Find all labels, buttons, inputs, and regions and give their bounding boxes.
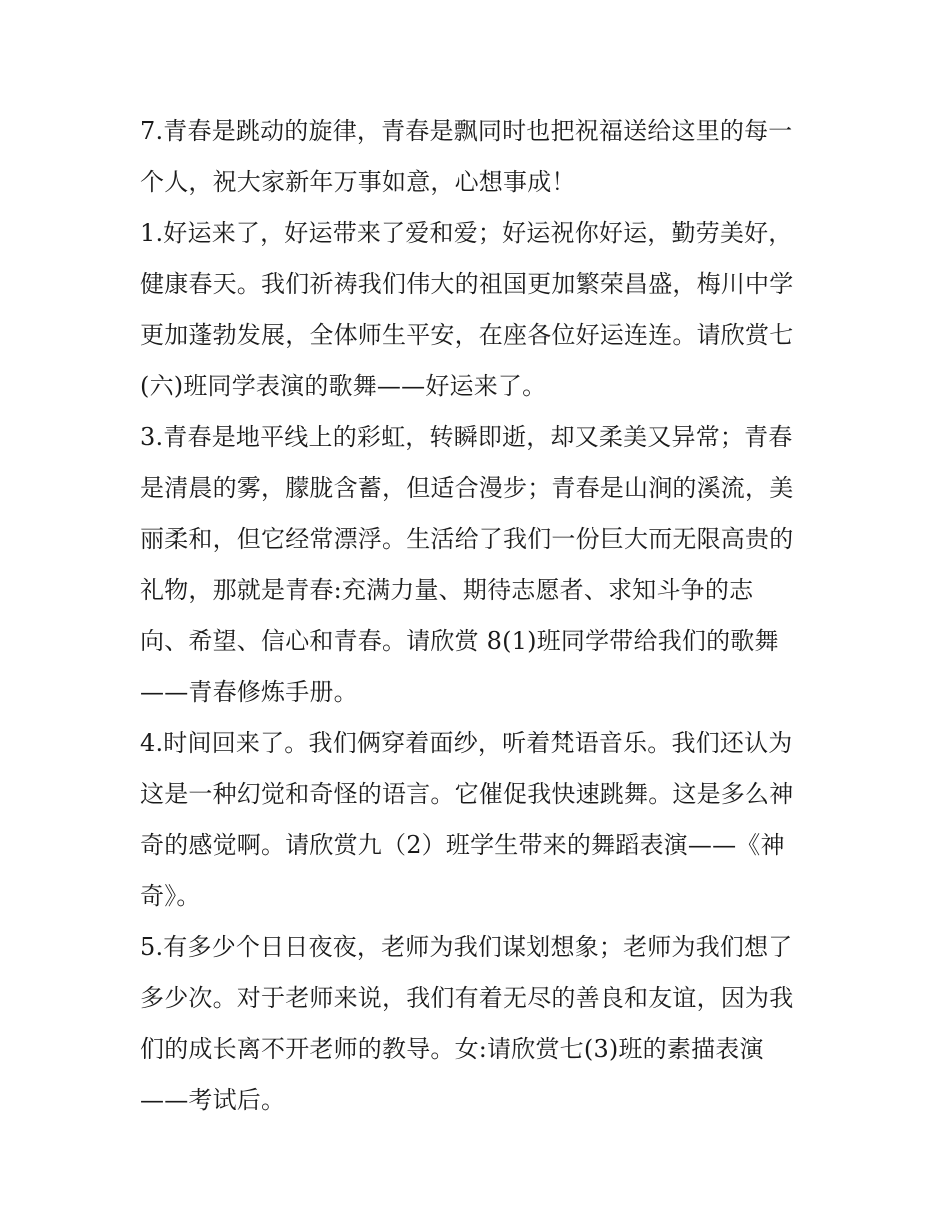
text-line: 这是一种幻觉和奇怪的语言。它催促我快速跳舞。这是多么神 bbox=[140, 780, 794, 808]
text-line: 更加蓬勃发展，全体师生平安，在座各位好运连连。请欣赏七 bbox=[140, 321, 794, 349]
text-line: 个人，祝大家新年万事如意，心想事成！ bbox=[140, 168, 576, 196]
text-line: 们的成长离不开老师的教导。女:请欣赏七(3)班的素描表演 bbox=[140, 1035, 764, 1063]
document-body bbox=[140, 106, 820, 1126]
text-line: 健康春天。我们祈祷我们伟大的祖国更加繁荣昌盛，梅川中学 bbox=[140, 270, 794, 298]
text-line: 礼物，那就是青春:充满力量、期待志愿者、求知斗争的志 bbox=[140, 576, 754, 604]
text-line: 1.好运来了，好运带来了爱和爱；好运祝你好运，勤劳美好， bbox=[140, 219, 793, 247]
text-line: 3.青春是地平线上的彩虹，转瞬即逝，却又柔美又异常；青春 bbox=[140, 423, 793, 451]
text-line: 奇》。 bbox=[140, 882, 201, 910]
text-line: 向、希望、信心和青春。请欣赏 8(1)班同学带给我们的歌舞 bbox=[140, 627, 779, 655]
text-line: (六)班同学表演的歌舞——好运来了。 bbox=[140, 372, 547, 400]
text-line: 7.青春是跳动的旋律，青春是飘同时也把祝福送给这里的每一 bbox=[140, 117, 793, 145]
text-line: ——考试后。 bbox=[140, 1086, 286, 1114]
text-line: 4.时间回来了。我们俩穿着面纱，听着梵语音乐。我们还认为 bbox=[140, 729, 793, 757]
text-line: 多少次。对于老师来说，我们有着无尽的善良和友谊，因为我 bbox=[140, 984, 794, 1012]
text-line: 奇的感觉啊。请欣赏九（2）班学生带来的舞蹈表演——《神 bbox=[140, 831, 785, 859]
text-line: 5.有多少个日日夜夜，老师为我们谋划想象；老师为我们想了 bbox=[140, 933, 793, 961]
text-line: ——青春修炼手册。 bbox=[140, 678, 358, 706]
text-line: 丽柔和，但它经常漂浮。生活给了我们一份巨大而无限高贵的 bbox=[140, 525, 794, 553]
text-line: 是清晨的雾，朦胧含蓄，但适合漫步；青春是山涧的溪流，美 bbox=[140, 474, 794, 502]
